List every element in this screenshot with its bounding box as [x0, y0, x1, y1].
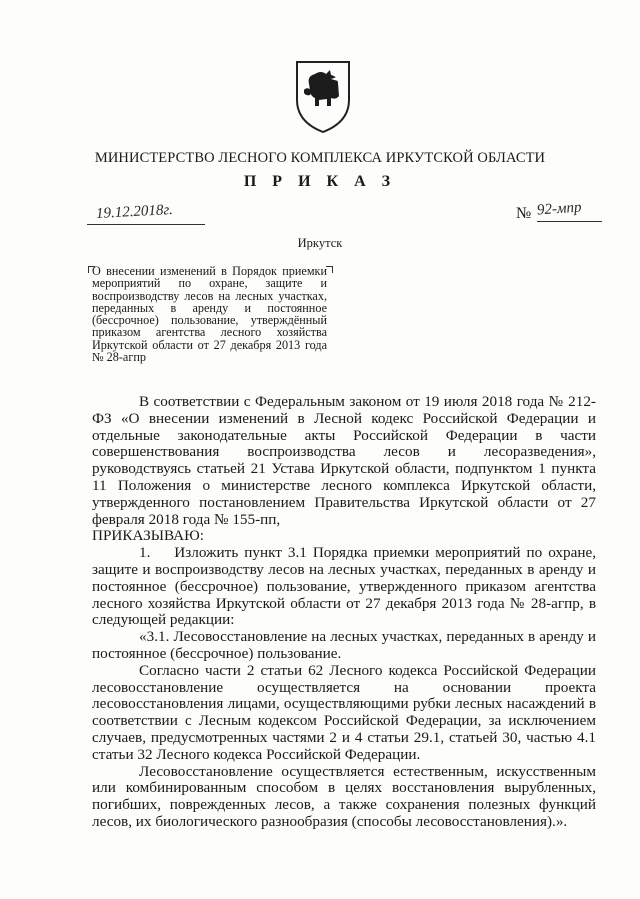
- handwritten-number: 92-мпр: [536, 199, 583, 219]
- quote-intro-paragraph: «3.1. Лесовосстановление на лесных участках, переданных в аренду и постоянное (бессрочное) пользование.: [92, 628, 596, 662]
- subject-bracket-right: [326, 266, 333, 273]
- quote-paragraph-2: Лесовосстановление осуществляется естественным, искусственным или комбинированным способом в целях восстановления вырубленных, погибших, поврежденных лесов, а также сохранения полезных функций лесов, их биологического разнообразия (способы лесовосстановления).».: [92, 762, 596, 830]
- document-title: П Р И К А З: [243, 173, 397, 190]
- number-underline: [537, 221, 602, 222]
- handwritten-date: 19.12.2018г.: [95, 201, 174, 223]
- order-subject: [92, 265, 327, 363]
- order-directive: ПРИКАЗЫВАЮ:: [92, 527, 204, 545]
- number-label: №: [516, 205, 532, 222]
- city-name: Иркутск: [297, 236, 343, 250]
- subject-text: О внесении изменений в Порядок приемки мероприятий по охране, защите и воспроизводству лесов на лесных участках, переданных в аренду и постоянное (бессрочное) пользование, утверждённый приказом агентства лесного хозяйства Иркутской области от 27 декабря 2013 года № 28-агпр: [92, 264, 327, 365]
- item-1-paragraph: 1. Изложить пункт 3.1 Порядка приемки мероприятий по охране, защите и воспроизводству лесов на лесных участках, переданных в аренду и постоянное (бессрочное) пользование, утвержденного приказом агентства лесного хозяйства Иркутской области от 27 декабря 2013 года № 28-агпр, в следующей редакции:: [92, 544, 596, 629]
- coat-of-arms-icon: [293, 56, 353, 136]
- ministry-name: МИНИСТЕРСТВО ЛЕСНОГО КОМПЛЕКСА ИРКУТСКОЙ ОБЛАСТИ: [94, 150, 546, 166]
- order-body: [92, 394, 596, 831]
- quote-paragraph-1: Согласно части 2 статьи 62 Лесного кодекса Российской Федерации лесовосстановление осуществляется на основании проекта лесовосстановления лицами, осуществляющими рубки лесных насаждений в соответствии с Лесным кодексом Российской Федерации, за исключением случаев, предусмотренных частями 2 и 4 статьи 29.1, статьей 30, частью 4.1 статьи 32 Лесного кодекса Российской Федерации.: [92, 661, 596, 763]
- preamble-paragraph: В соответствии с Федеральным законом от 19 июля 2018 года № 212-ФЗ «О внесении изменений в Лесной кодекс Российской Федерации и отдельные законодательные акты Российской Федерации в части совершенствования воспроизводства лесов и лесоразведения», руководствуясь статьей 21 Устава Иркутской области, подпунктом 1 пункта 11 Положения о министерстве лесного комплекса Иркутской области, утвержденного постановлением Правительства Иркутской области от 27 февраля 2018 года № 155-пп,: [92, 393, 596, 528]
